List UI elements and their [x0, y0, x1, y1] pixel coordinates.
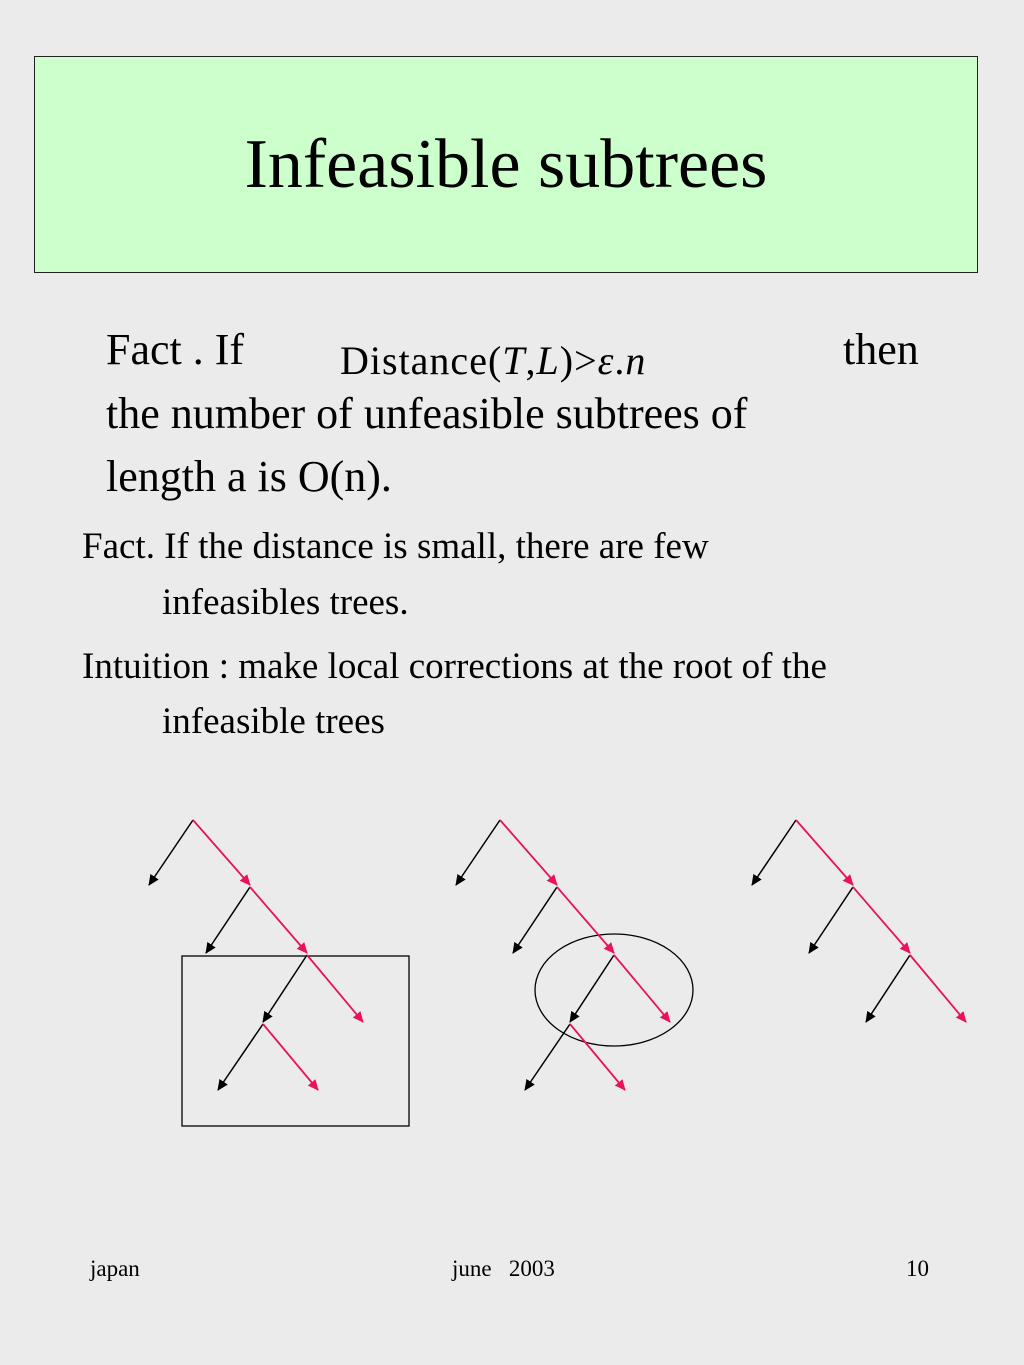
formula-epsilon: ε — [597, 338, 615, 383]
edge-black — [263, 955, 307, 1022]
edge-black — [866, 955, 910, 1022]
edge-black — [513, 887, 557, 953]
fact1-line2: the number of unfeasible subtrees of — [106, 389, 748, 438]
page-number: 10 — [906, 1256, 929, 1281]
fact2-line1: Fact. If the distance is small, there are few — [82, 526, 709, 567]
fact1-line3: length a is O(n). — [106, 452, 392, 501]
footer-left: japan — [90, 1256, 140, 1281]
edge-black — [456, 820, 500, 885]
tree-1 — [149, 820, 409, 1126]
edge-pink — [193, 820, 250, 885]
edge-pink — [853, 887, 910, 953]
edge-pink — [500, 820, 557, 885]
subtree-ellipse — [535, 934, 693, 1046]
edge-black — [752, 820, 796, 885]
edge-pink — [570, 1024, 625, 1090]
tree-2 — [456, 820, 693, 1090]
formula-dot: . — [614, 338, 626, 383]
subtree-box — [182, 956, 409, 1126]
edge-black — [570, 955, 614, 1022]
slide-title: Infeasible subtrees — [244, 125, 768, 203]
formula-comma: , — [525, 338, 537, 383]
fact2-line2: infeasibles trees. — [162, 582, 409, 623]
edge-black — [218, 1024, 263, 1090]
formula-close-gt: )> — [559, 338, 598, 383]
formula-t: T — [502, 338, 526, 383]
intuition-line2: infeasible trees — [162, 701, 385, 742]
edge-black — [525, 1024, 570, 1090]
edge-black — [149, 820, 193, 885]
edge-pink — [250, 887, 307, 953]
fact1-trail: then — [843, 325, 919, 374]
edge-pink — [307, 955, 363, 1022]
formula-n: n — [625, 338, 647, 383]
edge-black — [206, 887, 250, 953]
formula-func: Distance( — [340, 338, 503, 383]
edge-pink — [910, 955, 966, 1022]
edge-pink — [796, 820, 853, 885]
edge-pink — [614, 955, 670, 1022]
footer-center: june 2003 — [452, 1256, 555, 1281]
edge-pink — [263, 1024, 318, 1090]
edge-pink — [557, 887, 614, 953]
fact1-lead: Fact . If — [106, 325, 245, 374]
formula-l: L — [536, 338, 560, 383]
intuition-line1: Intuition : make local corrections at the root of the — [82, 646, 827, 687]
edge-black — [809, 887, 853, 953]
tree-3 — [752, 820, 966, 1022]
